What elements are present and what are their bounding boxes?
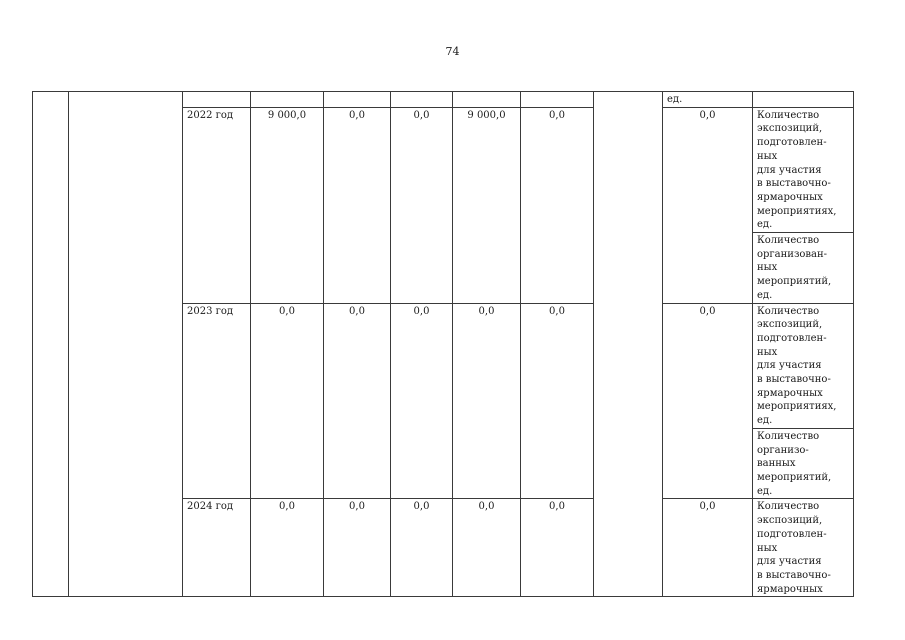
indicator-name-line: ных [757, 262, 778, 274]
indicator-name-line: ных [757, 542, 778, 554]
indicator-name-line: ярмарочных [757, 583, 823, 595]
funding-value-cell: 0,0 [391, 499, 453, 597]
indicator-name-line: ярмарочных [757, 387, 823, 399]
empty-cell [183, 92, 251, 108]
funding-value-cell: 0,0 [251, 303, 324, 499]
funding-value-cell: 0,0 [453, 499, 521, 597]
indicator-name-line: Количество [757, 305, 820, 317]
empty-cell [753, 92, 854, 108]
indicator-name-line: ед. [757, 219, 773, 231]
indicator-name-line: организован- [757, 248, 828, 260]
indicator-name-line: экспозиций, [757, 515, 823, 527]
indicator-name-line: для участия [757, 556, 822, 568]
indicator-name-line: в выставочно- [757, 178, 831, 190]
empty-cell [324, 92, 391, 108]
empty-cell [521, 92, 594, 108]
funding-value-cell: 0,0 [391, 107, 453, 303]
empty-cell [391, 92, 453, 108]
page-number: 74 [445, 45, 460, 58]
funding-value-cell: 0,0 [521, 107, 594, 303]
funding-value-cell: 0,0 [324, 303, 391, 499]
year-cell: 2023 год [183, 303, 251, 499]
indicator-name-line: Количество [757, 235, 820, 247]
indicator-name-line: ванных [757, 458, 796, 470]
indicator-name-cell [753, 233, 854, 304]
funding-value-cell: 0,0 [663, 303, 753, 499]
indicator-name-line: для участия [757, 164, 822, 176]
funding-value-cell: 0,0 [251, 499, 324, 597]
indicator-name-line: ед. [757, 289, 773, 301]
indicator-name-line: в выставочно- [757, 374, 831, 386]
empty-cell [251, 92, 324, 108]
indicator-name-line: мероприятий, [757, 471, 832, 483]
table-row-continuation [33, 92, 854, 108]
budget-table-body [33, 92, 854, 597]
funding-value-cell: 9 000,0 [453, 107, 521, 303]
year-cell: 2024 год [183, 499, 251, 597]
indicator-name-line: подготовлен- [757, 332, 827, 344]
indicator-name-line: ед. [757, 415, 773, 427]
indicator-name-line: ных [757, 346, 778, 358]
indicator-name-line: Количество [757, 430, 820, 442]
funding-value-cell: 0,0 [324, 499, 391, 597]
funding-value-cell: 0,0 [453, 303, 521, 499]
funding-value-cell: 0,0 [391, 303, 453, 499]
indicator-name-line: для участия [757, 360, 822, 372]
indicator-name-line: ярмарочных [757, 191, 823, 203]
indicator-name-line: организо- [757, 444, 809, 456]
merged-name-cell [69, 92, 183, 597]
funding-value-cell: 0,0 [324, 107, 391, 303]
indicator-name-line: мероприятиях, [757, 401, 837, 413]
indicator-name-line: мероприятиях, [757, 205, 837, 217]
merged-number-cell [33, 92, 69, 597]
indicator-name-line: Количество [757, 109, 820, 121]
funding-value-cell: 0,0 [663, 499, 753, 597]
funding-value-cell: 0,0 [663, 107, 753, 303]
funding-value-cell: 0,0 [521, 499, 594, 597]
indicator-name-cell [753, 107, 854, 232]
budget-table [32, 91, 854, 597]
indicator-name-line: подготовлен- [757, 137, 827, 149]
indicator-name-line: экспозиций, [757, 123, 823, 135]
funding-value-cell: 9 000,0 [251, 107, 324, 303]
indicator-name-line: ных [757, 150, 778, 162]
indicator-name-line: Количество [757, 501, 820, 513]
year-cell: 2022 год [183, 107, 251, 303]
indicator-name-cell [753, 303, 854, 428]
indicator-name-line: экспозиций, [757, 319, 823, 331]
indicator-name-line: подготовлен- [757, 528, 827, 540]
indicator-name-tail: ед. [663, 92, 753, 108]
indicator-name-cell [753, 499, 854, 597]
indicator-name-line: в выставочно- [757, 569, 831, 581]
merged-executor-cell [594, 92, 663, 597]
empty-cell [453, 92, 521, 108]
indicator-name-line: мероприятий, [757, 276, 832, 288]
indicator-name-line: ед. [757, 485, 773, 497]
funding-value-cell: 0,0 [521, 303, 594, 499]
indicator-name-cell [753, 428, 854, 499]
